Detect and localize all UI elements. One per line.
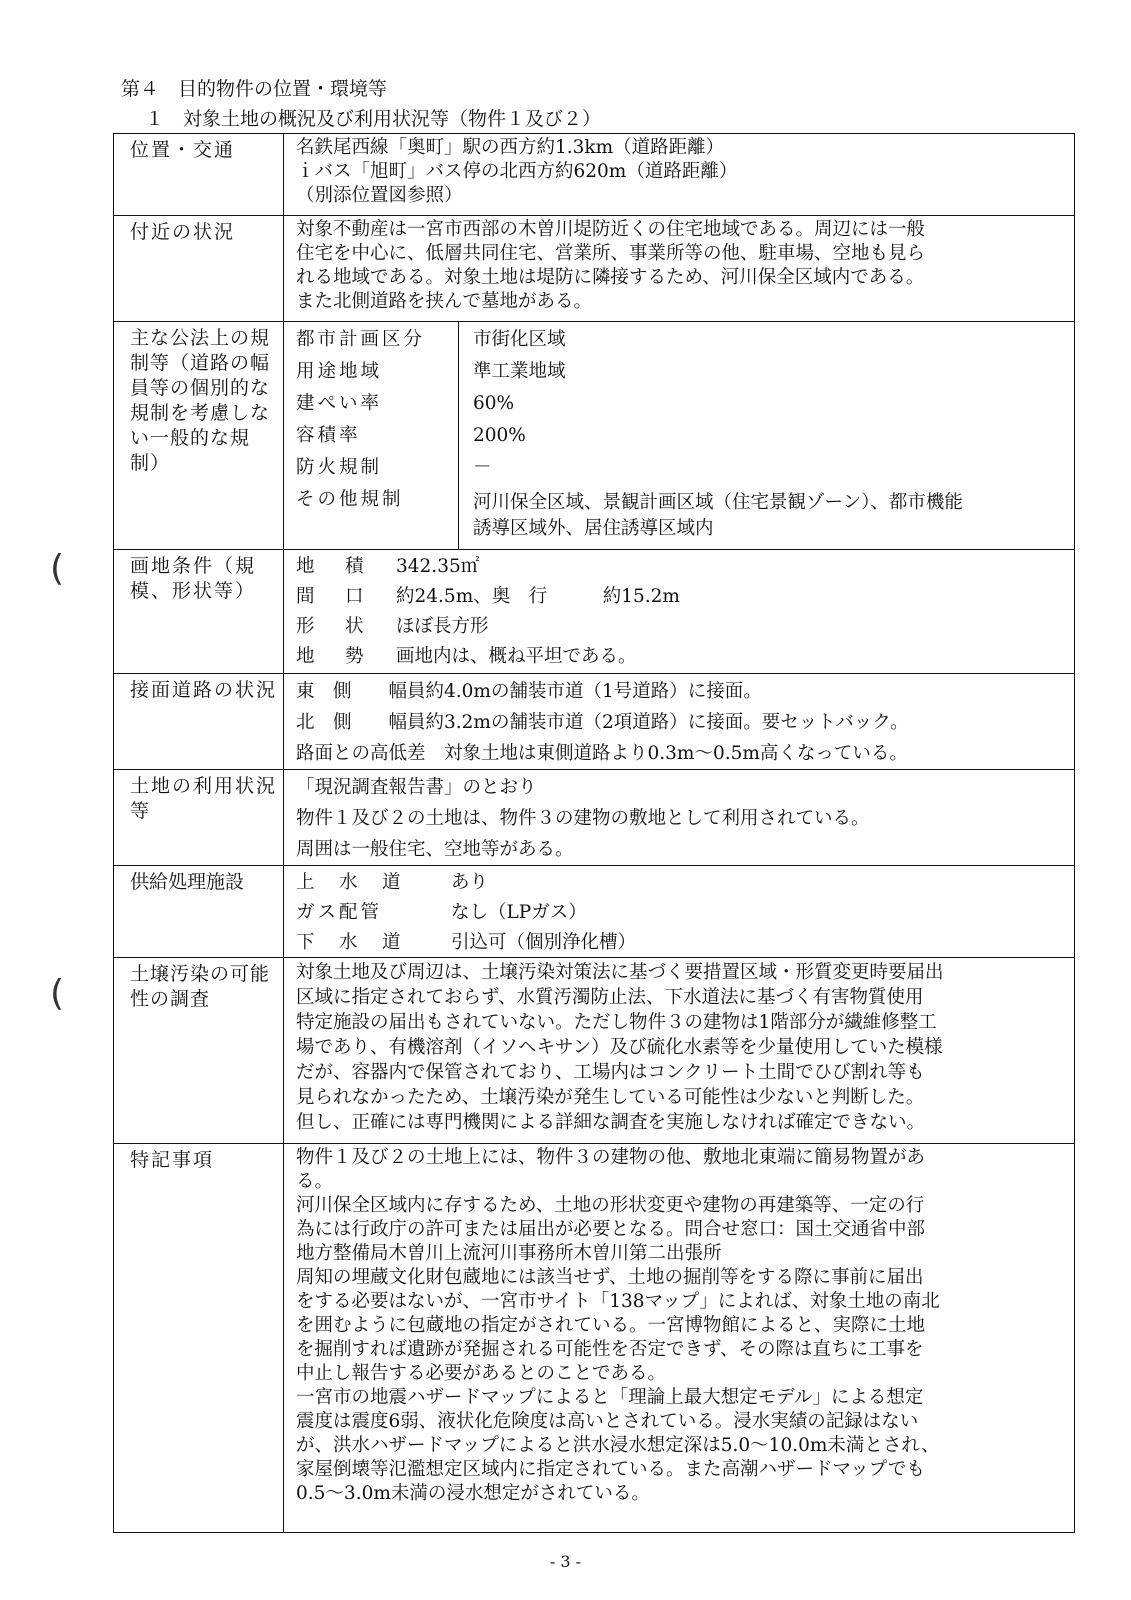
row-regulations [114,322,1074,550]
text-line: 家屋倒壊等氾濫想定区域内に指定されている。また高潮ハザードマップでも [296,1459,925,1480]
utility-value: 引込可（個別浄化槽） [451,932,637,953]
regulation-key: 用途地域 [296,361,383,382]
row-content [284,674,1074,769]
text-line: 中止し報告する必要があるとのことである。 [296,1363,667,1384]
text-line: が、洪水ハザードマップによると洪水浸水想定深は5.0～10.0m未満とされ、 [296,1435,940,1456]
text-line: れる地域である。対象土地は堤防に隣接するため、河川保全区域内である。 [296,267,925,288]
utility-value: あり [451,872,489,893]
text-line: 対象不動産は一宮市西部の木曽川堤防近くの住宅地域である。周辺には一般 [296,219,926,240]
text-line: （別添位置図参照） [296,185,463,206]
lot-item [296,582,1060,612]
row-label: 付近の状況 [114,216,284,321]
lot-value: 342.35㎡ [396,556,480,577]
text-line: 「現況調査報告書」のとおり [296,777,537,798]
row-content [284,216,1074,321]
row-content [284,866,1074,957]
regulation-value: 準工業地域 [473,361,566,382]
text-line: 名鉄尾西線「奥町」駅の西方約1.3km（道路距離） [296,137,725,158]
text-line: 見られなかったため、土壌汚染が発生している可能性は少ないと判断した。 [296,1087,925,1108]
text-line: を囲むように包蔵地の指定がされている。一宮博物館によると、実際に土地 [296,1315,926,1336]
row-content [284,1144,1074,1532]
row-content [284,550,1074,673]
text-line: 物件１及び２の土地上には、物件３の建物の他、敷地北東端に簡易物置があ [296,1147,926,1168]
text-line: ｉバス「旭町」バス停の北西方約620m（道路距離） [296,161,738,182]
subsection-heading: １ 対象土地の概況及び利用状況等（物件１及び２） [145,108,602,130]
row-surroundings [114,216,1074,322]
row-lot [114,550,1074,674]
row-label: 位置・交通 [114,134,284,215]
regulation-key: 防火規制 [296,457,383,478]
text-line: 河川保全区域内に存するため、土地の形状変更や建物の再建築等、一定の行 [296,1195,925,1216]
regulation-value: － [473,457,492,478]
utility-item [296,868,1060,898]
text-line: 北 側 幅員約3.2mの舗装市道（2項道路）に接面。要セットバック。 [296,712,909,733]
row-usage [114,770,1074,866]
regulation-value: 200% [473,425,526,446]
lot-item [296,642,1060,672]
text-line: を掘削すれば遺跡が発掘される可能性を否定できず、その際は直ちに工事を [296,1339,924,1360]
text-line: また北側道路を挟んで墓地がある。 [296,291,593,312]
regulation-value: 60% [473,393,515,414]
text-line: 一宮市の地震ハザードマップによると「理論上最大想定モデル」による想定 [296,1387,924,1408]
utility-key: 上 水 道 [296,872,404,893]
text-line: 地方整備局木曽川上流河川事務所木曽川第二出張所 [296,1243,722,1264]
row-content [284,134,1074,215]
property-table [113,133,1075,1533]
row-location [114,134,1074,216]
row-label: 画地条件（規模、形状等） [114,550,284,673]
text-line: 0.5～3.0m未満の浸水想定がされている。 [296,1483,650,1504]
row-content [284,958,1074,1143]
utility-key: ガス配管 [296,902,383,923]
lot-value: 画地内は、概ね平坦である。 [396,646,637,667]
utility-item [296,928,1060,958]
utility-item [296,898,1060,928]
text-line: 為には行政庁の許可または届出が必要となる。問合せ窓口：国土交通省中部 [296,1219,926,1240]
lot-item [296,552,1060,582]
regulation-value: 河川保全区域、景観計画区域（住宅景観ゾーン）、都市機能 [473,492,963,513]
text-line: 場であり、有機溶剤（イソヘキサン）及び硫化水素等を少量使用していた模様 [296,1037,943,1058]
text-line: る。 [296,1171,334,1192]
text-line: 対象土地及び周辺は、土壌汚染対策法に基づく要措置区域・形質変更時要届出 [296,962,944,983]
punch-hole-mark: ( [50,548,65,589]
lot-key: 形 状 [296,616,370,637]
text-line: 周知の埋蔵文化財包蔵地には該当せず、土地の掘削等をする際に事前に届出 [296,1267,924,1288]
lot-key: 間 口 [296,586,370,607]
regulation-keys [284,322,459,549]
section-heading: 第４ 目的物件の位置・環境等 [121,78,388,100]
regulation-key: その他規制 [296,489,404,510]
text-line: 但し、正確には専門機関による詳細な調査を実施しなければ確定できない。 [296,1112,926,1133]
regulation-key: 都市計画区分 [296,329,426,350]
text-line: をする必要はないが、一宮市サイト「138マップ」によれば、対象土地の南北 [296,1291,940,1312]
text-line: 物件１及び２の土地は、物件３の建物の敷地として利用されている。 [296,808,870,829]
row-notes [114,1144,1074,1532]
lot-key: 地 勢 [296,646,370,667]
text-line: 周囲は一般住宅、空地等がある。 [296,839,574,860]
row-label: 主な公法上の規制等（道路の幅員等の個別的な規制を考慮しない一般的な規制） [114,322,284,549]
text-line: だが、容器内で保管されており、工場内はコンクリート土間でひび割れ等も [296,1062,925,1083]
regulation-values [459,322,1074,549]
punch-hole-mark: ( [50,973,65,1014]
row-label: 土地の利用状況等 [114,770,284,865]
row-road [114,674,1074,770]
text-line: 特定施設の届出もされていない。ただし物件３の建物は1階部分が繊維修整工 [296,1012,937,1033]
row-label: 特記事項 [114,1144,284,1532]
row-label: 土壌汚染の可能性の調査 [114,958,284,1143]
lot-item [296,612,1060,642]
text-line: 東 側 幅員約4.0mの舗装市道（1号道路）に接面。 [296,681,762,702]
page-number: - 3 - [549,1552,582,1571]
text-line: 住宅を中心に、低層共同住宅、営業所、事業所等の他、駐車場、空地も見ら [296,243,926,264]
row-label: 供給処理施設 [114,866,284,957]
lot-value: 約24.5m、奥 行 約15.2m [396,586,680,607]
utility-value: なし（LPガス） [451,902,587,923]
text-line: 震度は震度6弱、液状化危険度は高いとされている。浸水実績の記録はない [296,1411,919,1432]
regulation-key: 容積率 [296,425,361,446]
utility-key: 下 水 道 [296,932,404,953]
text-line: 区域に指定されておらず、水質汚濁防止法、下水道法に基づく有害物質使用 [296,987,924,1008]
lot-value: ほぼ長方形 [396,616,489,637]
lot-key: 地 積 [296,556,370,577]
regulation-grid [284,322,1074,549]
row-label: 接面道路の状況 [114,674,284,769]
regulation-value: 市街化区域 [473,329,566,350]
text-line: 路面との高低差 対象土地は東側道路より0.3m～0.5m高くなっている。 [296,743,908,764]
row-content [284,770,1074,865]
row-soil [114,958,1074,1144]
regulation-key: 建ぺい率 [296,393,383,414]
row-utilities [114,866,1074,958]
regulation-value: 誘導区域外、居住誘導区域内 [473,518,714,539]
